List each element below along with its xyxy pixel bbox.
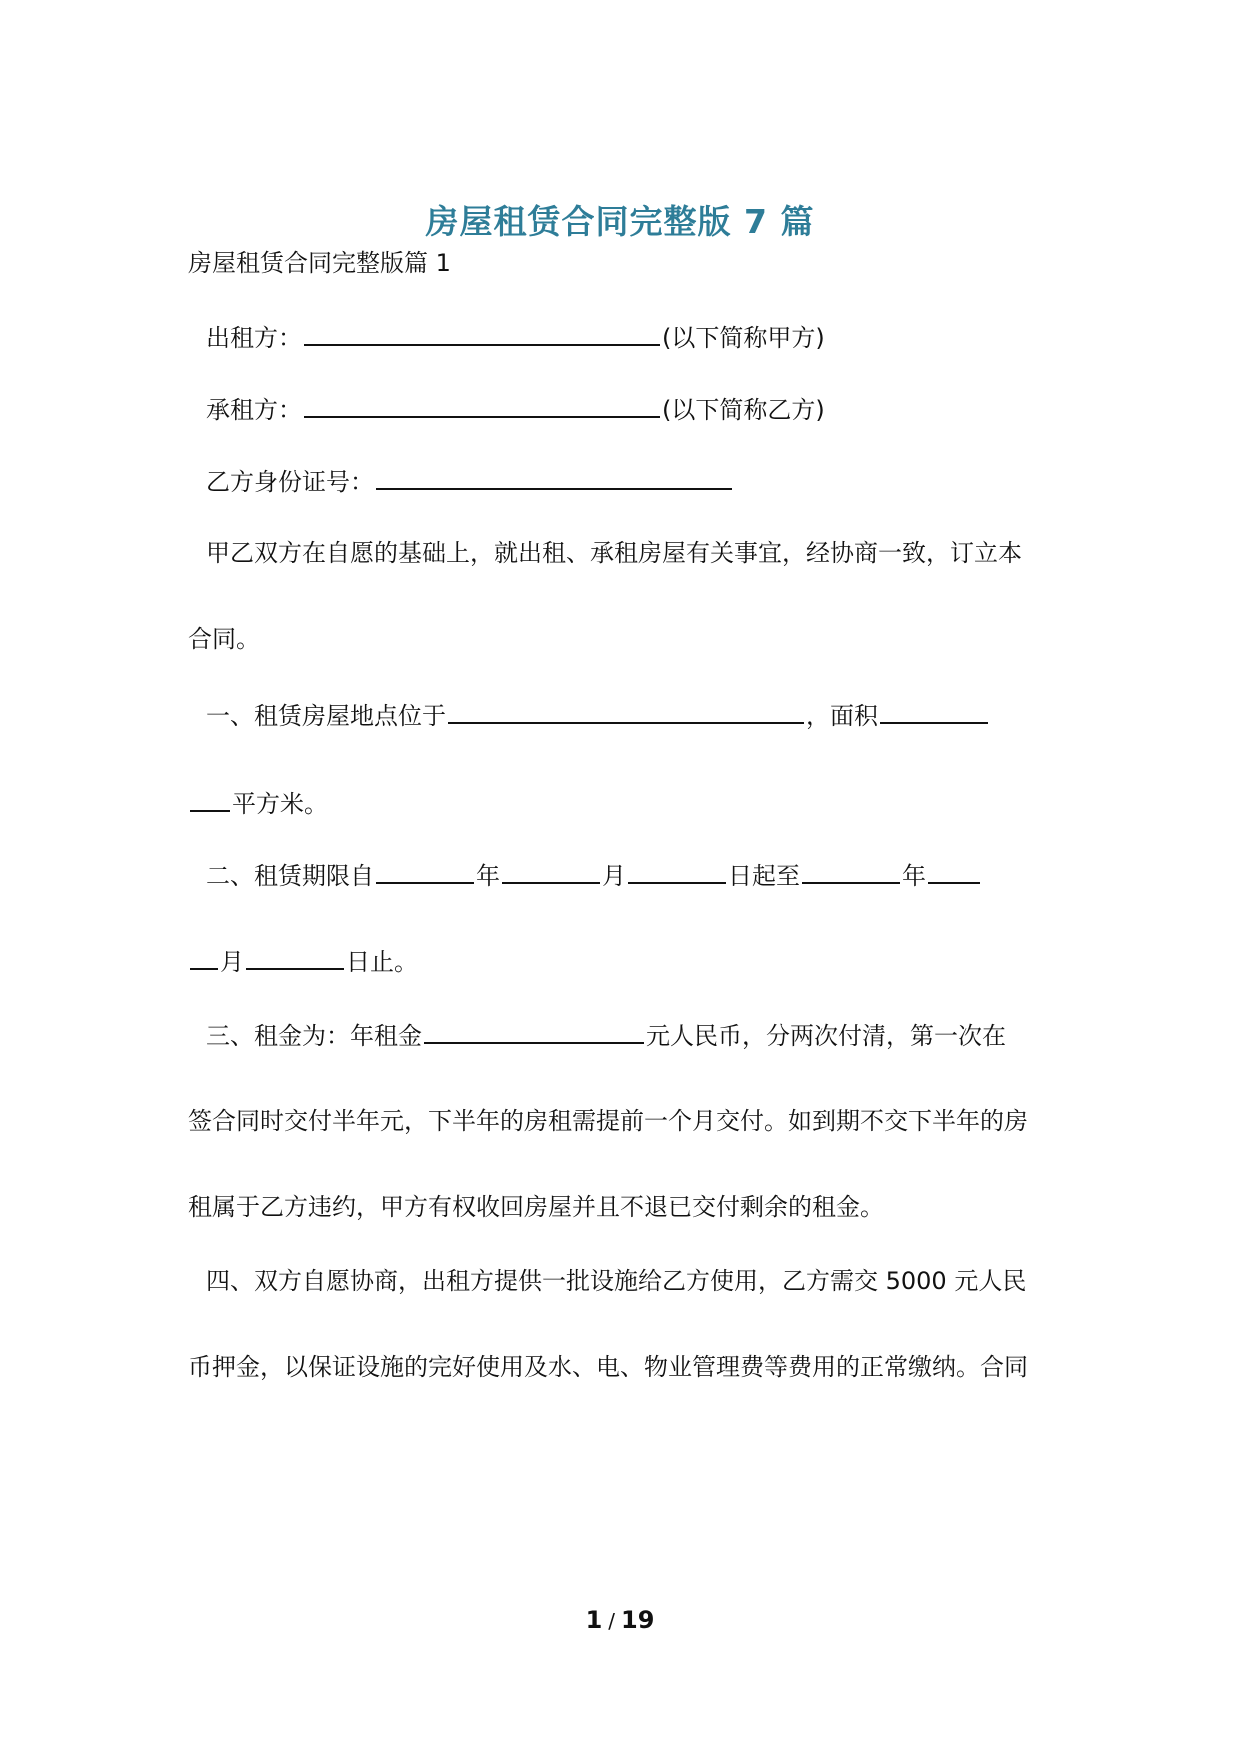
- end-month-blank: [928, 856, 980, 884]
- clause-2-month: 月: [602, 862, 626, 890]
- lessee-label: 承租方：: [206, 396, 302, 424]
- clause-2-text-a: 二、租赁期限自: [206, 862, 374, 890]
- start-month-blank: [502, 856, 600, 884]
- clause-1-line1: [206, 696, 990, 733]
- clause-4-line2: 币押金，以保证设施的完好使用及水、电、物业管理费等费用的正常缴纳。合同: [188, 1353, 1028, 1381]
- area-blank: [880, 696, 988, 724]
- clause-2-day-from: 日起至: [728, 862, 800, 890]
- id-number-line: [206, 462, 734, 499]
- clause-4-line1: 四、双方自愿协商，出租方提供一批设施给乙方使用，乙方需交 5000 元人民: [206, 1267, 1027, 1295]
- lessee-suffix: (以下简称乙方): [662, 396, 825, 424]
- lessee-line: [206, 390, 825, 427]
- clause-3-line1: [206, 1016, 1006, 1053]
- section-heading: 房屋租赁合同完整版篇 1: [188, 249, 451, 277]
- clause-2-day-end: 日止。: [346, 948, 418, 976]
- clause-1-text-a: 一、租赁房屋地点位于: [206, 702, 446, 730]
- address-blank: [448, 696, 804, 724]
- clause-2-month2: 月: [220, 948, 244, 976]
- current-page: 1: [585, 1606, 603, 1634]
- total-pages: 19: [621, 1606, 655, 1634]
- clause-1-line2: [188, 784, 328, 821]
- clause-2-line1: [206, 856, 982, 893]
- end-day-blank: [246, 942, 344, 970]
- annual-rent-blank: [424, 1016, 644, 1044]
- clause-2-year: 年: [476, 862, 500, 890]
- start-year-blank: [376, 856, 474, 884]
- id-number-blank: [376, 462, 732, 490]
- intro-paragraph-line1: 甲乙双方在自愿的基础上，就出租、承租房屋有关事宜，经协商一致，订立本: [206, 539, 1022, 567]
- lessor-label: 出租方：: [206, 324, 302, 352]
- lessor-blank: [304, 318, 660, 346]
- lessor-suffix: (以下简称甲方): [662, 324, 825, 352]
- clause-3-line2: 签合同时交付半年元，下半年的房租需提前一个月交付。如到期不交下半年的房: [188, 1107, 1028, 1135]
- clause-1-text-b: ，面积: [806, 702, 878, 730]
- clause-2-line2: [188, 942, 418, 979]
- clause-3-text-a: 三、租金为：年租金: [206, 1022, 422, 1050]
- end-year-blank: [802, 856, 900, 884]
- clause-3-text-b: 元人民币，分两次付清，第一次在: [646, 1022, 1006, 1050]
- clause-2-year2: 年: [902, 862, 926, 890]
- intro-paragraph-line2: 合同。: [188, 625, 260, 653]
- start-day-blank: [628, 856, 726, 884]
- area-blank-cont: [190, 784, 230, 812]
- clause-3-line3: 租属于乙方违约，甲方有权收回房屋并且不退已交付剩余的租金。: [188, 1193, 884, 1221]
- page-number: [0, 1606, 1240, 1634]
- end-month-blank-cont: [190, 942, 218, 970]
- lessor-line: [206, 318, 825, 355]
- page-separator: /: [608, 1609, 616, 1633]
- lessee-blank: [304, 390, 660, 418]
- id-number-label: 乙方身份证号：: [206, 468, 374, 496]
- clause-1-text-c: 平方米。: [232, 790, 328, 818]
- document-title: 房屋租赁合同完整版 7 篇: [425, 202, 815, 241]
